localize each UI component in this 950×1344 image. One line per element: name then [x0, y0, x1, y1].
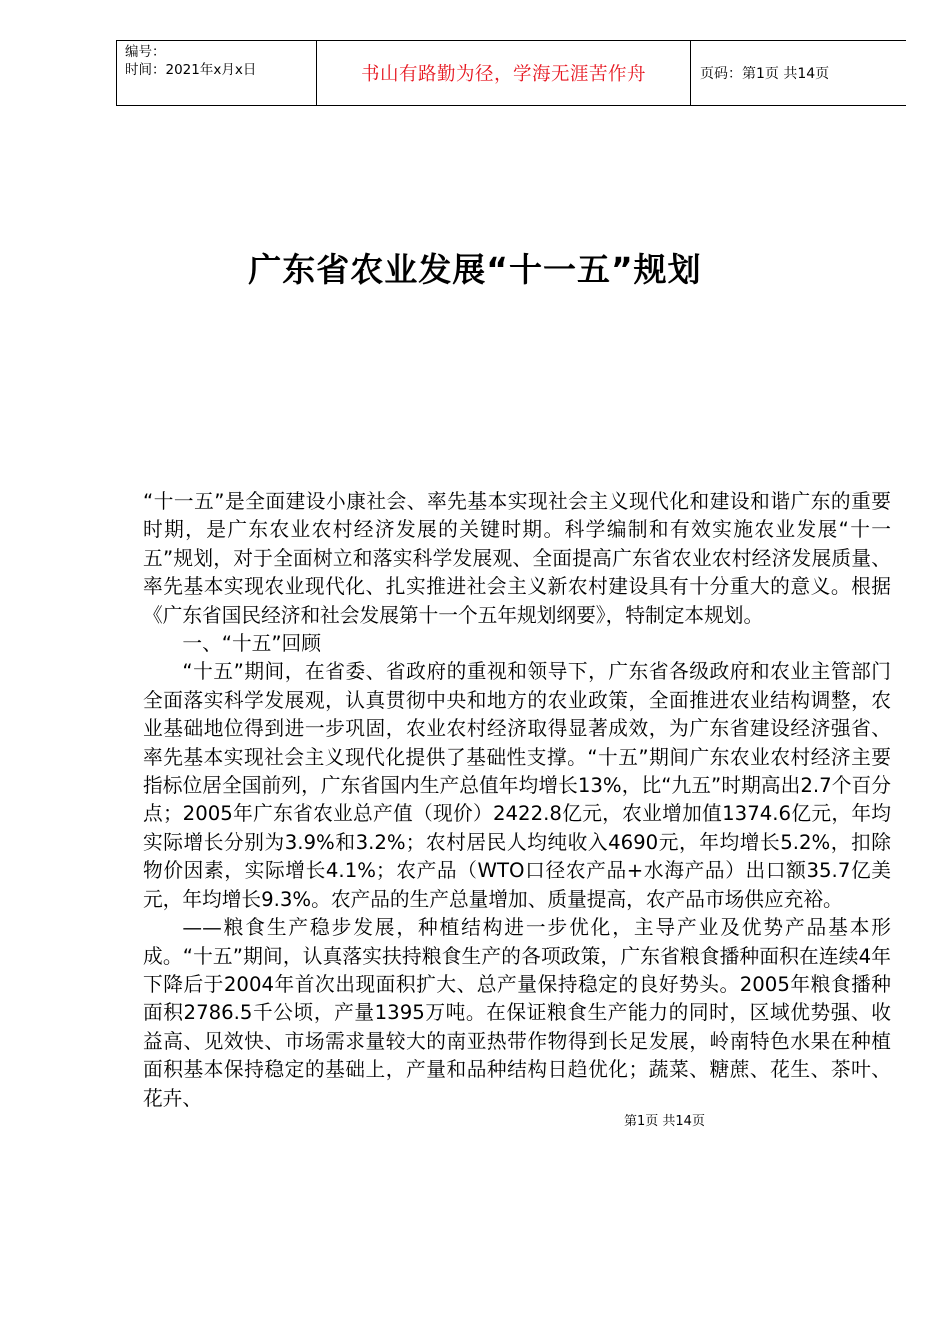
document-title: 广东省农业发展“十一五”规划	[248, 250, 702, 289]
section-heading: 一、“十五”回顾	[182, 632, 321, 656]
intro-paragraph: “十一五”是全面建设小康社会、率先基本实现社会主义现代化和建设和谐广东的重要时期，是广东农业农村经济发展的关键时期。科学编制和有效实施农业发展“十一五”规划，对于全面树立和落实科学发展观、全面提高广东省农业农村经济发展质量、率先基本实现农业现代化、扎实推进社会主义新农村建设具有十分重大的意义。根据《广东省国民经济和社会发展第十一个五年规划纲要》，特制定本规划。	[143, 490, 891, 627]
page-footer: 第1页 共14页	[624, 1114, 705, 1129]
header-motto: 书山有路勤为径，学海无涯苦作舟	[360, 64, 646, 85]
header-page-cell	[691, 41, 906, 105]
document-time-label: 时间：2021年x月x日	[125, 62, 257, 78]
review-paragraph: “十五”期间，在省委、省政府的重视和领导下，广东省各级政府和农业主管部门全面落实科学发展观，认真贯彻中央和地方的农业政策，全面推进农业结构调整，农业基础地位得到进一步巩固，农业农村经济取得显著成效，为广东省建设经济强省、率先基本实现社会主义现代化提供了基础性支撑。“十五”期间广东农业农村经济主要指标位居全国前列，广东省国内生产总值年均增长13%，比“九五”时期高出2.7个百分点；2005年广东省农业总产值（现价）2422.8亿元，农业增加值1374.6亿元，年均实际增长分别为3.9%和3.2%；农村居民人均纯收入4690元，年均增长5.2%，扣除物价因素，实际增长4.1%；农产品（WTO口径农产品+水海产品）出口额35.7亿美元，年均增长9.3%。农产品的生产总量增加、质量提高，农产品市场供应充裕。	[143, 660, 891, 911]
grain-paragraph: ——粮食生产稳步发展，种植结构进一步优化，主导产业及优势产品基本形成。“十五”期间，认真落实扶持粮食生产的各项政策，广东省粮食播种面积在连续4年下降后于2004年首次出现面积扩大、总产量保持稳定的良好势头。2005年粮食播种面积2786.5千公顷，产量1395万吨。在保证粮食生产能力的同时，区域优势强、收益高、见效快、市场需求量较大的南亚热带作物得到长足发展，岭南特色水果在种植面积基本保持稳定的基础上，产量和品种结构日趋优化；蔬菜、糖蔗、花生、茶叶、花卉、	[143, 916, 891, 1110]
header-page-number: 页码：第1页 共14页	[700, 66, 830, 82]
header-meta-cell	[117, 41, 317, 105]
document-body	[143, 488, 891, 1113]
header-table	[116, 40, 906, 106]
header-motto-cell	[317, 41, 691, 105]
document-number-label: 编号：	[125, 44, 166, 60]
